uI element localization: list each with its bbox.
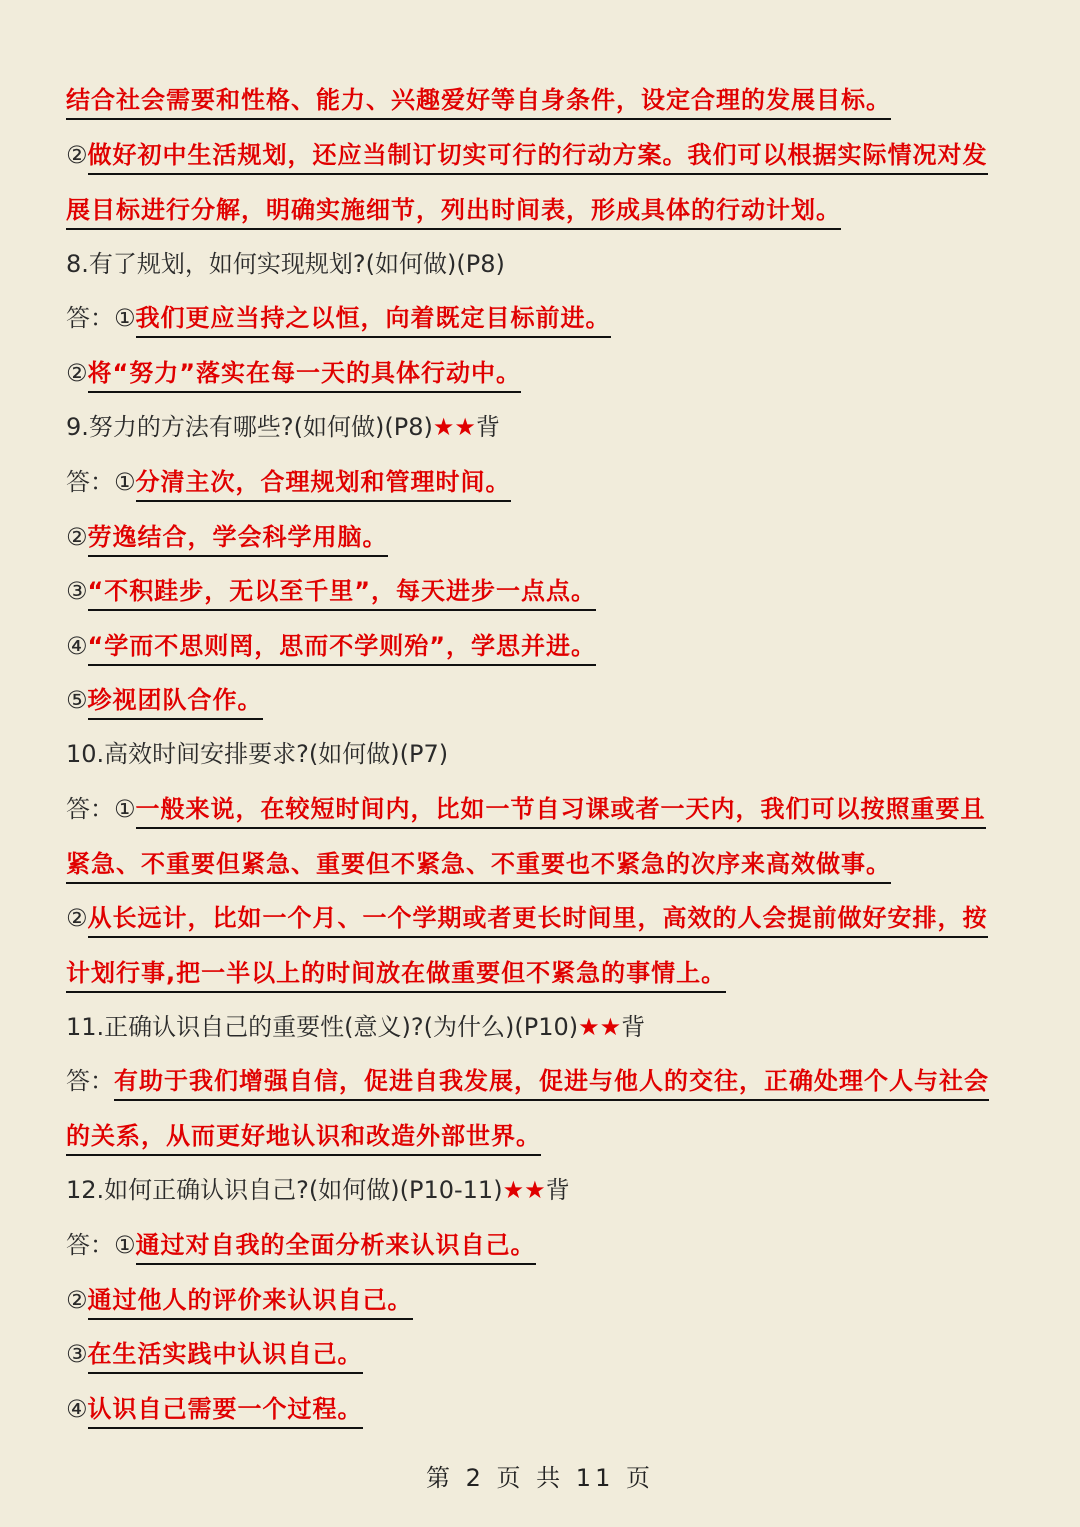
answer-text: 将“努力”落实在每一天的具体行动中。 [88, 355, 522, 393]
answer-line [66, 1334, 363, 1374]
answer-text: 我们更应当持之以恒，向着既定目标前进。 [136, 300, 611, 338]
question-suffix: 背 [621, 1013, 646, 1041]
circled-number: ⑤ [66, 686, 88, 714]
answer-line [66, 1225, 536, 1265]
circled-number: ② [66, 141, 88, 169]
question-suffix: 背 [545, 1176, 570, 1204]
answer-text: 劳逸结合，学会科学用脑。 [88, 519, 388, 557]
page-footer: 第 2 页 共 11 页 [426, 1464, 654, 1492]
answer-prefix: 答：① [66, 304, 136, 332]
question-text: 9.努力的方法有哪些?(如何做)(P8) [66, 413, 433, 441]
answer-line [66, 898, 988, 938]
answer-prefix: 答：① [66, 795, 136, 823]
answer-text: 计划行事,把一半以上的时间放在做重要但不紧急的事情上。 [66, 955, 726, 993]
answer-line [66, 1116, 541, 1156]
answer-line [66, 844, 891, 884]
circled-number: ④ [66, 1395, 88, 1423]
answer-line [66, 298, 611, 338]
circled-number: ③ [66, 577, 88, 605]
answer-text: 从长远计，比如一个月、一个学期或者更长时间里，高效的人会提前做好安排，按 [88, 900, 988, 938]
star-icon: ★★ [578, 1013, 622, 1041]
question-9 [66, 407, 500, 447]
answer-text: “学而不思则罔，思而不学则殆”，学思并进。 [88, 628, 597, 666]
circled-number: ② [66, 359, 88, 387]
answer-text: 一般来说，在较短时间内，比如一节自习课或者一天内，我们可以按照重要且 [136, 791, 986, 829]
answer-line [66, 190, 841, 230]
answer-line [66, 789, 986, 829]
question-text: 11.正确认识自己的重要性(意义)?(为什么)(P10) [66, 1013, 579, 1041]
answer-line [66, 80, 891, 120]
answer-line [66, 953, 726, 993]
answer-line [66, 680, 263, 720]
answer-text: “不积跬步，无以至千里”，每天进步一点点。 [88, 573, 597, 611]
answer-text: 做好初中生活规划，还应当制订切实可行的行动方案。我们可以根据实际情况对发 [88, 137, 988, 175]
answer-prefix: 答：① [66, 1231, 136, 1259]
answer-text: 通过他人的评价来认识自己。 [88, 1282, 413, 1320]
answer-line [66, 626, 596, 666]
circled-number: ② [66, 1286, 88, 1314]
question-suffix: 背 [475, 413, 500, 441]
answer-text: 展目标进行分解，明确实施细节，列出时间表，形成具体的行动计划。 [66, 192, 841, 230]
answer-line [66, 1280, 413, 1320]
answer-line [66, 1061, 989, 1101]
question-text: 12.如何正确认识自己?(如何做)(P10-11) [66, 1176, 503, 1204]
answer-text: 珍视团队合作。 [88, 682, 263, 720]
circled-number: ④ [66, 632, 88, 660]
answer-text: 分清主次，合理规划和管理时间。 [136, 464, 511, 502]
answer-line [66, 1389, 363, 1429]
question-8: 8.有了规划，如何实现规划?(如何做)(P8) [66, 250, 505, 278]
answer-line [66, 462, 511, 502]
answer-text: 有助于我们增强自信，促进自我发展，促进与他人的交往，正确处理个人与社会 [114, 1063, 989, 1101]
answer-line [66, 353, 521, 393]
answer-line [66, 571, 596, 611]
answer-text: 通过对自我的全面分析来认识自己。 [136, 1227, 536, 1265]
answer-text: 紧急、不重要但紧急、重要但不紧急、不重要也不紧急的次序来高效做事。 [66, 846, 891, 884]
answer-prefix: 答：① [66, 468, 136, 496]
answer-prefix: 答： [66, 1067, 114, 1095]
answer-text: 的关系，从而更好地认识和改造外部世界。 [66, 1118, 541, 1156]
star-icon: ★★ [432, 413, 476, 441]
circled-number: ② [66, 523, 88, 551]
question-10: 10.高效时间安排要求?(如何做)(P7) [66, 740, 449, 768]
answer-line [66, 135, 988, 175]
circled-number: ② [66, 904, 88, 932]
question-11 [66, 1007, 645, 1047]
answer-text: 结合社会需要和性格、能力、兴趣爱好等自身条件，设定合理的发展目标。 [66, 82, 891, 120]
answer-line [66, 517, 388, 557]
circled-number: ③ [66, 1340, 88, 1368]
star-icon: ★★ [502, 1176, 546, 1204]
answer-text: 在生活实践中认识自己。 [88, 1336, 363, 1374]
answer-text: 认识自己需要一个过程。 [88, 1391, 363, 1429]
question-12 [66, 1170, 570, 1210]
